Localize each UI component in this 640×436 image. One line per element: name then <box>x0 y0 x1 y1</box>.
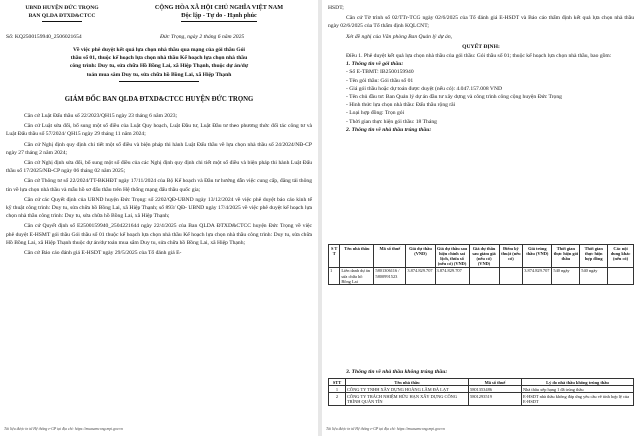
cell <box>499 267 523 285</box>
document-page-2 <box>322 0 640 436</box>
cell: Nhà thầu xếp hạng 1 đã trúng thầu <box>522 386 634 393</box>
title-underline <box>119 81 199 82</box>
info-line: - Thời gian thực hiện gói thầu: 18 Tháng <box>346 118 437 125</box>
col-header: Tên nhà thầu <box>340 245 374 268</box>
org-underline <box>42 21 82 22</box>
basis-paragraph: Căn cứ Luật sửa đổi, bổ sung một số điều của Luật Quy hoạch, Luật Đầu tư, Luật Đầu tư theo phương thức đối tác công tư và Luật Đấu thầu số 57/2024/ QH15 ngày 29 tháng 11 năm 2024; <box>6 123 312 138</box>
motto-underline <box>181 21 257 22</box>
cell: 3.874.829.707 <box>406 267 435 285</box>
col-header: Giá dự thầu sau hiệu chỉnh sai lệch, thừa số (nếu có) (VND) <box>437 245 468 267</box>
winner-table <box>328 244 634 285</box>
title-line: toán mua sắm Duy tu, sửa chữa hồ Bồng Lai, xã Hiệp Thạnh <box>86 71 232 78</box>
table-row <box>329 386 634 393</box>
table-header-row <box>329 245 634 268</box>
issuing-org <box>4 4 120 22</box>
doc-number: Số: KQ2500159940_2506021654 <box>6 34 82 40</box>
cell: 1 <box>329 386 346 393</box>
cell: CÔNG TY TRÁCH NHIỆM HỮU HẠN XÂY DỰNG CÔNG TRÌNH QUẢN TÍN <box>346 393 469 405</box>
package-info <box>328 68 634 125</box>
section-2-title: 2. Thông tin về nhà thầu trúng thầu: <box>346 126 432 133</box>
info-line: - Tên chủ đầu tư: Ban Quản lý dự án đầu tư xây dựng và công trình công cộng huyện Đức Trọng <box>346 94 562 101</box>
col-header: Giá trúng thầu (VND) <box>523 245 552 268</box>
page-footer: Tài liệu được in từ Hệ thống e-GP tại địa chỉ: https://muasamcong.mpi.gov.vn <box>326 427 445 431</box>
cell <box>469 267 499 285</box>
section-3-title: 3. Thông tin về nhà thầu không trúng thầu: <box>346 369 448 375</box>
continued-paragraph: HSDT; <box>328 5 344 11</box>
request-paragraph: Xét đề nghị của Văn phòng Ban Quản lý dự án, <box>346 33 453 40</box>
section-1-title: 1. Thông tin về gói thầu: <box>346 61 404 68</box>
cell: 540 ngày <box>580 267 608 285</box>
page-footer: Tài liệu được in từ Hệ thống e-GP tại địa chỉ: https://muasamcong.mpi.gov.vn <box>4 427 123 431</box>
table-header-row <box>329 379 634 386</box>
table-row <box>329 393 634 405</box>
authority-heading: GIÁM ĐỐC BAN QLDA ĐTXD&CTCC HUYỆN ĐỨC TRỌNG <box>64 96 254 103</box>
title-line: thầu số 01, thuộc kế hoạch lựa chọn nhà thầu Kế hoạch lựa chọn nhà thầu <box>70 55 248 62</box>
loser-table <box>328 378 634 406</box>
basis-paragraph: Căn cứ các Quyết định của UBND huyện Đức Trọng: số 2202/QĐ-UBND ngày 13/12/2024 về việc phê duyệt báo cáo kinh tế kỹ thuật công trình: Duy tu, sửa chữa hồ Bồng Lai, xã Hiệp Thạnh; số 893/ QĐ- UBND ngày 17/4/2025 về việc phê duyệt kế hoạch lựa chọn nhà thầu công trình: Duy tu, sửa chữa hồ Bồng Lai, xã Hiệp Thạnh; <box>6 196 312 220</box>
info-line: - Loại hợp đồng: Trọn gói <box>346 110 405 117</box>
col-header: Các nội dung khác (nếu có) <box>608 245 634 268</box>
title-line: công trình: Duy tu, sửa chữa Hồ Bồng Lai, xã Hiệp Thạnh, thuộc dự án/dự <box>69 63 249 70</box>
basis-paragraph: Căn cứ Báo cáo đánh giá E-HSDT ngày 29/5/2025 của Tổ đánh giá E- <box>24 250 182 257</box>
basis-paragraph: Căn cứ Thông tư số 22/2024/TT-BKHĐT ngày 17/11/2024 của Bộ Kế hoạch và Đầu tư hướng dẫn việc cung cấp, đăng tải thông tin về lựa chọn nhà thầu và mẫu hồ sơ đấu thầu trên Hệ thống mạng đấu thầu quốc gia; <box>6 178 312 193</box>
article-1: Điều 1. Phê duyệt kết quả lựa chọn nhà thầu của gói thầu: Gói thầu số 01; thuộc kế hoạch lựa chọn nhà thầu, bao gồm: <box>346 53 612 60</box>
cell: 1 <box>329 267 340 285</box>
org-line-1: UBND HUYỆN ĐỨC TRỌNG <box>25 5 99 11</box>
info-line: - Giá gói thầu hoặc dự toán được duyệt (nếu có): 4.047.157.008 VND <box>346 85 503 92</box>
decision-title <box>6 46 312 82</box>
col-header: Thời gian thực hiện hợp đồng <box>580 245 608 268</box>
col-header: Mã số thuế <box>469 379 522 386</box>
cell: 5801353486 <box>469 386 522 393</box>
table-row <box>329 267 634 285</box>
decision-heading: QUYẾT ĐỊNH: <box>462 43 500 50</box>
col-header: Mã số thuế <box>374 245 406 268</box>
legal-basis <box>6 112 312 257</box>
col-header: Tên nhà thầu <box>346 379 469 386</box>
basis-paragraph: Căn cứ Nghị định sửa đổi, bổ sung một số điều của các Nghị định quy định chi tiết một số điều và biện pháp thi hành Luật Đấu thầu số 17/2025/NĐ-CP ngày 06 tháng 02 năm 2025; <box>6 160 312 175</box>
cell: 3.874.829.707 <box>523 267 552 285</box>
info-line: - Số E-TBMT: IB2500159940 <box>346 69 414 76</box>
cell: 3.874.829.707 <box>435 267 469 285</box>
document-page-1 <box>0 0 318 436</box>
basis-paragraph: Căn cứ Quyết định số E2500159940_2504221644 ngày 22/4/2025 của Ban QLDA ĐTXD&CTCC huyện Đức Trọng về việc phê duyệt E-HSMT gói thầu Gói thầu số 01 thuộc kế hoạch lựa chọn nhà thầu Kế hoạch lựa chọn nhà thầu công trình: Duy tu, sửa chữa Hồ Bồng Lai, xã Hiệp Thạnh thuộc dự án/dự toán mua sắm Duy tu, sửa chữa hồ Bồng Lai, xã Hiệp Thạnh; <box>6 223 312 246</box>
cell: Liên danh dự án sửa chữa hồ Bồng Lai <box>340 267 374 285</box>
cell: CÔNG TY TNHH XÂY DỰNG HOÀNG LÂM ĐÀ LẠT <box>346 386 469 393</box>
cell: E-HSDT nhà thầu không đáp ứng yêu cầu về tính hợp lệ của E-HSDT <box>522 393 634 405</box>
cell: 5801293519 <box>469 393 522 405</box>
basis-paragraph: Căn cứ Nghị định quy định chi tiết một số điều và biện pháp thi hành Luật Đấu thầu về lựa chọn nhà thầu số 24/2024/NĐ-CP ngày 27 tháng 2 năm 2024; <box>6 141 312 156</box>
continuation-text <box>328 4 634 134</box>
report-paragraph: Căn cứ Tờ trình số 02/TTr-TCG ngày 02/6/2025 của Tổ đánh giá E-HSDT và Báo cáo thẩm định kết quả lựa chọn nhà thầu ngày 02/6/2025 của Tổ thẩm định KQLCNT; <box>328 15 634 30</box>
basis-paragraph: Căn cứ Luật Đấu thầu số 22/2023/QH15 ngày 23 tháng 6 năm 2023; <box>24 113 178 119</box>
national-motto: Độc lập - Tự do - Hạnh phúc <box>181 12 257 19</box>
col-header: Điểm kỹ thuật (nếu có) <box>499 245 523 268</box>
col-header: S T T <box>329 245 340 268</box>
cell: 540 ngày <box>552 267 580 285</box>
col-header: Lý do nhà thầu không trúng thầu <box>522 379 634 386</box>
org-line-2: BAN QLDA ĐTXD&CTCC <box>28 13 96 20</box>
place-date: Đức Trọng, ngày 2 tháng 6 năm 2025 <box>160 34 245 40</box>
cell <box>608 267 634 285</box>
col-header: Giá dự thầu (VND) <box>406 245 435 268</box>
cell: 2 <box>329 393 346 405</box>
info-line: - Tên gói thầu: Gói thầu số 01 <box>346 77 414 84</box>
national-header <box>122 4 316 22</box>
cell: 5801306116 / 5800991523 <box>374 267 406 285</box>
country-name: CỘNG HÒA XÃ HỘI CHỦ NGHĨA VIỆT NAM <box>154 4 284 11</box>
col-header: Thời gian thực hiện gói thầu <box>552 245 580 268</box>
title-line: Về việc phê duyệt kết quả lựa chọn nhà thầu qua mạng của gói thầu Gói <box>73 47 245 53</box>
info-line: - Hình thức lựa chọn nhà thầu: Đấu thầu rộng rãi <box>346 102 456 109</box>
col-header: Giá dự thầu sau giảm giá (nếu có) (VND) <box>469 245 499 268</box>
col-header: STT <box>329 379 346 386</box>
